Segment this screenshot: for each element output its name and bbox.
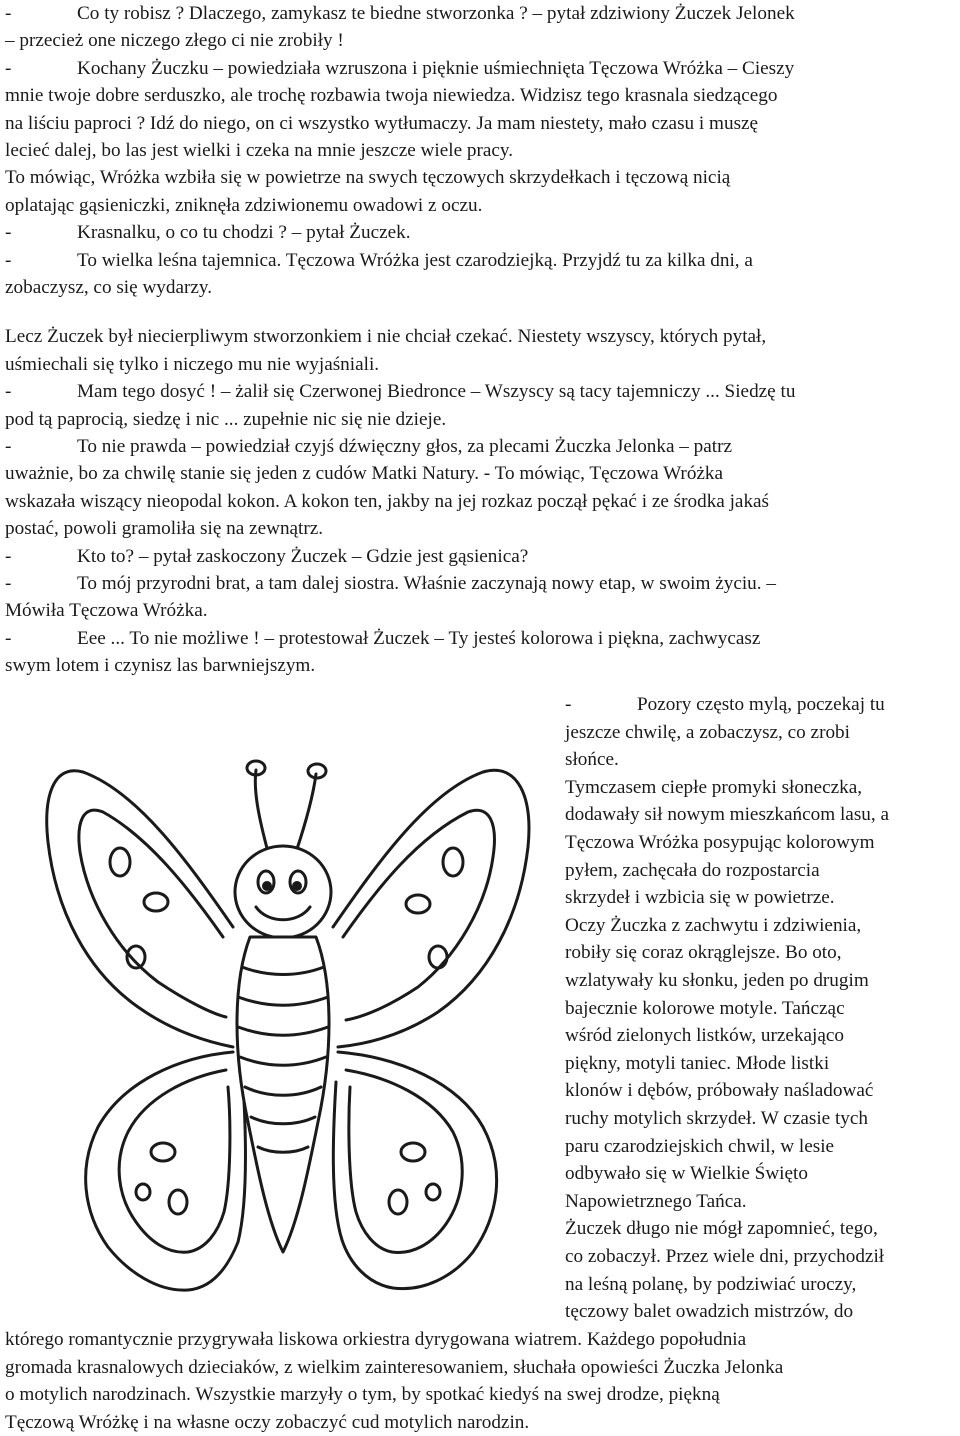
line-text: pyłem, zachęcała do rozpostarcia [565, 860, 820, 881]
text-line [5, 625, 955, 653]
text-line [5, 164, 955, 192]
text-line [565, 801, 957, 829]
line-text: – przecież one niczego złego ci nie zrobiły ! [5, 30, 344, 51]
line-text: tęczowy balet owadzich mistrzów, do [565, 1301, 853, 1322]
text-line [5, 570, 955, 598]
line-text: Tymczasem ciepłe promyki słoneczka, [565, 777, 862, 798]
text-line [5, 247, 955, 275]
line-text: Mam tego dosyć ! – żalił się Czerwonej Biedronce – Wszyscy są tacy tajemniczy ... Siedzę tu [77, 381, 795, 402]
text-line [565, 1188, 957, 1216]
text-line [5, 543, 955, 571]
line-text: jeszcze chwilę, a zobaczysz, co zrobi [565, 722, 850, 743]
text-line [565, 1050, 957, 1078]
text-line [565, 1160, 957, 1188]
text-line [5, 192, 955, 220]
line-text: Tęczową Wróżkę i na własne oczy zobaczyć cud motylich narodzin. [5, 1412, 529, 1433]
butterfly-right-lower-wing [333, 1052, 496, 1289]
text-line [565, 884, 957, 912]
text-line [565, 719, 957, 747]
line-text: uśmiechali się tylko i niczego mu nie wyjaśniali. [5, 354, 379, 375]
dialogue-dash: - [5, 543, 77, 571]
dialogue-dash: - [5, 55, 77, 83]
line-text: odbywało się w Wielkie Święto [565, 1163, 808, 1184]
text-line [5, 1354, 955, 1382]
dialogue-dash: - [5, 247, 77, 275]
text-line [5, 82, 955, 110]
text-line [565, 939, 957, 967]
butterfly-body [237, 937, 329, 1252]
text-line [5, 406, 955, 434]
text-line [5, 378, 955, 406]
text-line [5, 1326, 955, 1354]
text-line [5, 597, 955, 625]
line-text: Mówiła Tęczowa Wróżka. [5, 600, 208, 621]
line-text: pod tą paprocią, siedzę i nic ... zupełnie nic się nie dzieje. [5, 409, 446, 430]
text-line [565, 1105, 957, 1133]
line-text: To nie prawda – powiedział czyjś dźwięczny głos, za plecami Żuczka Jelonka – patrz [77, 436, 732, 457]
text-line [5, 219, 955, 247]
line-text: wzlatywały ku słonku, jeden po drugim [565, 970, 869, 991]
line-text: Kto to? – pytał zaskoczony Żuczek – Gdzie jest gąsienica? [77, 546, 528, 567]
line-text: paru czarodziejskich chwil, w lesie [565, 1136, 834, 1157]
line-text: o motylich narodzinach. Wszystkie marzyły o tym, by spotkać kiedyś na swej drodze, piękną [5, 1384, 720, 1405]
butterfly-coloring-illustration [28, 752, 553, 1300]
line-text: skrzydeł i wzbicia się w powietrze. [565, 887, 835, 908]
dialogue-dash: - [5, 0, 77, 28]
text-line [565, 1243, 957, 1271]
dialogue-dash: - [565, 691, 637, 719]
text-line [5, 274, 955, 302]
line-text: Tęczowa Wróżka posypując kolorowym [565, 832, 875, 853]
text-line [565, 1022, 957, 1050]
text-line [565, 1133, 957, 1161]
line-text: uważnie, bo za chwilę stanie się jeden z cudów Matki Natury. - To mówiąc, Tęczowa Wróżka [5, 463, 723, 484]
text-line [565, 1298, 957, 1326]
text-line [5, 515, 955, 543]
line-text: Eee ... To nie możliwe ! – protestował Żuczek – Ty jesteś kolorowa i piękna, zachwycasz [77, 628, 760, 649]
text-line [5, 27, 955, 55]
line-text: postać, powoli gramoliła się na zewnątrz. [5, 518, 323, 539]
text-line [5, 0, 955, 28]
line-text: zobaczysz, co się wydarzy. [5, 277, 212, 298]
line-text: na leśną polanę, by podziwiać uroczy, [565, 1274, 856, 1295]
line-text: którego romantycznie przygrywała liskowa orkiestra dyrygowana wiatrem. Każdego popołudnia [5, 1329, 746, 1350]
line-text: Pozory często mylą, poczekaj tu [637, 694, 885, 715]
line-text: wśród zielonych listków, urzekająco [565, 1025, 844, 1046]
line-text: Napowietrznego Tańca. [565, 1191, 747, 1212]
line-text: ruchy motylich skrzydeł. W czasie tych [565, 1108, 868, 1129]
line-text: co zobaczył. Przez wiele dni, przychodził [565, 1246, 884, 1267]
line-text: gromada krasnalowych dzieciaków, z wielkim zainteresowaniem, słuchała opowieści Żuczka Jelonka [5, 1357, 783, 1378]
text-line [565, 1215, 957, 1243]
line-text: na liściu paproci ? Idź do niego, on ci wszystko wytłumaczy. Ja mam niestety, mało czasu i muszę [5, 113, 758, 134]
text-line [565, 1271, 957, 1299]
line-text: mnie twoje dobre serduszko, ale trochę rozbawia twoja niewiedza. Widzisz tego krasnala siedzącego [5, 85, 777, 106]
line-text: To mój przyrodni brat, a tam dalej siostra. Właśnie zaczynają nowy etap, w swoim życiu. – [77, 573, 776, 594]
text-line [5, 488, 955, 516]
line-text: dodawały sił nowym mieszkańcom lasu, a [565, 804, 889, 825]
line-text: Krasnalku, o co tu chodzi ? – pytał Żuczek. [77, 222, 411, 243]
line-text: oplatając gąsieniczki, zniknęła zdziwionemu owadowi z oczu. [5, 195, 482, 216]
line-text: Kochany Żuczku – powiedziała wzruszona i pięknie uśmiechnięta Tęczowa Wróżka – Cieszy [77, 58, 794, 79]
line-text: wskazała wiszący nieopodal kokon. A kokon ten, jakby na jej rozkaz począł pękać i ze środka jakaś [5, 491, 769, 512]
line-text: To mówiąc, Wróżka wzbiła się w powietrze na swych tęczowych skrzydełkach i tęczową nicią [5, 167, 730, 188]
line-text: lecieć dalej, bo las jest wielki i czeka na mnie jeszcze wiele pracy. [5, 140, 513, 161]
text-line [565, 995, 957, 1023]
line-text: robiły się coraz okrąglejsze. Bo oto, [565, 942, 842, 963]
butterfly-head [235, 846, 331, 938]
text-line [5, 351, 955, 379]
text-line [565, 746, 957, 774]
text-line [5, 1381, 955, 1409]
text-line [565, 774, 957, 802]
butterfly-left-lower-wing [86, 1052, 246, 1290]
text-line [565, 1077, 957, 1105]
line-text: To wielka leśna tajemnica. Tęczowa Wróżka jest czarodziejką. Przyjdź tu za kilka dni, a [77, 250, 753, 271]
line-text: bajecznie kolorowe motyle. Tańcząc [565, 998, 845, 1019]
dialogue-dash: - [5, 433, 77, 461]
text-line [5, 323, 955, 351]
dialogue-dash: - [5, 570, 77, 598]
text-line [565, 829, 957, 857]
text-line [5, 460, 955, 488]
text-line [565, 967, 957, 995]
text-line [565, 691, 957, 719]
text-line [5, 652, 955, 680]
dialogue-dash: - [5, 378, 77, 406]
line-text: piękny, motyli taniec. Młode listki [565, 1053, 829, 1074]
text-line [5, 137, 955, 165]
text-line [5, 55, 955, 83]
text-line [5, 110, 955, 138]
text-line [565, 912, 957, 940]
dialogue-dash: - [5, 625, 77, 653]
line-text: słońce. [565, 749, 619, 770]
butterfly-left-upper-wing [47, 771, 233, 1047]
butterfly-right-upper-wing [333, 770, 529, 1047]
butterfly-antennae [247, 761, 326, 852]
line-text: klonów i dębów, próbowały naśladować [565, 1080, 873, 1101]
text-line [565, 857, 957, 885]
text-line [5, 1409, 955, 1436]
line-text: Oczy Żuczka z zachwytu i zdziwienia, [565, 915, 861, 936]
text-line [5, 433, 955, 461]
line-text: Żuczek długo nie mógł zapomnieć, tego, [565, 1218, 878, 1239]
line-text: Lecz Żuczek był niecierpliwym stworzonkiem i nie chciał czekać. Niestety wszyscy, których pytał, [5, 326, 766, 347]
line-text: swym lotem i czynisz las barwniejszym. [5, 655, 315, 676]
line-text: Co ty robisz ? Dlaczego, zamykasz te biedne stworzonka ? – pytał zdziwiony Żuczek Jelonek [77, 3, 795, 24]
dialogue-dash: - [5, 219, 77, 247]
